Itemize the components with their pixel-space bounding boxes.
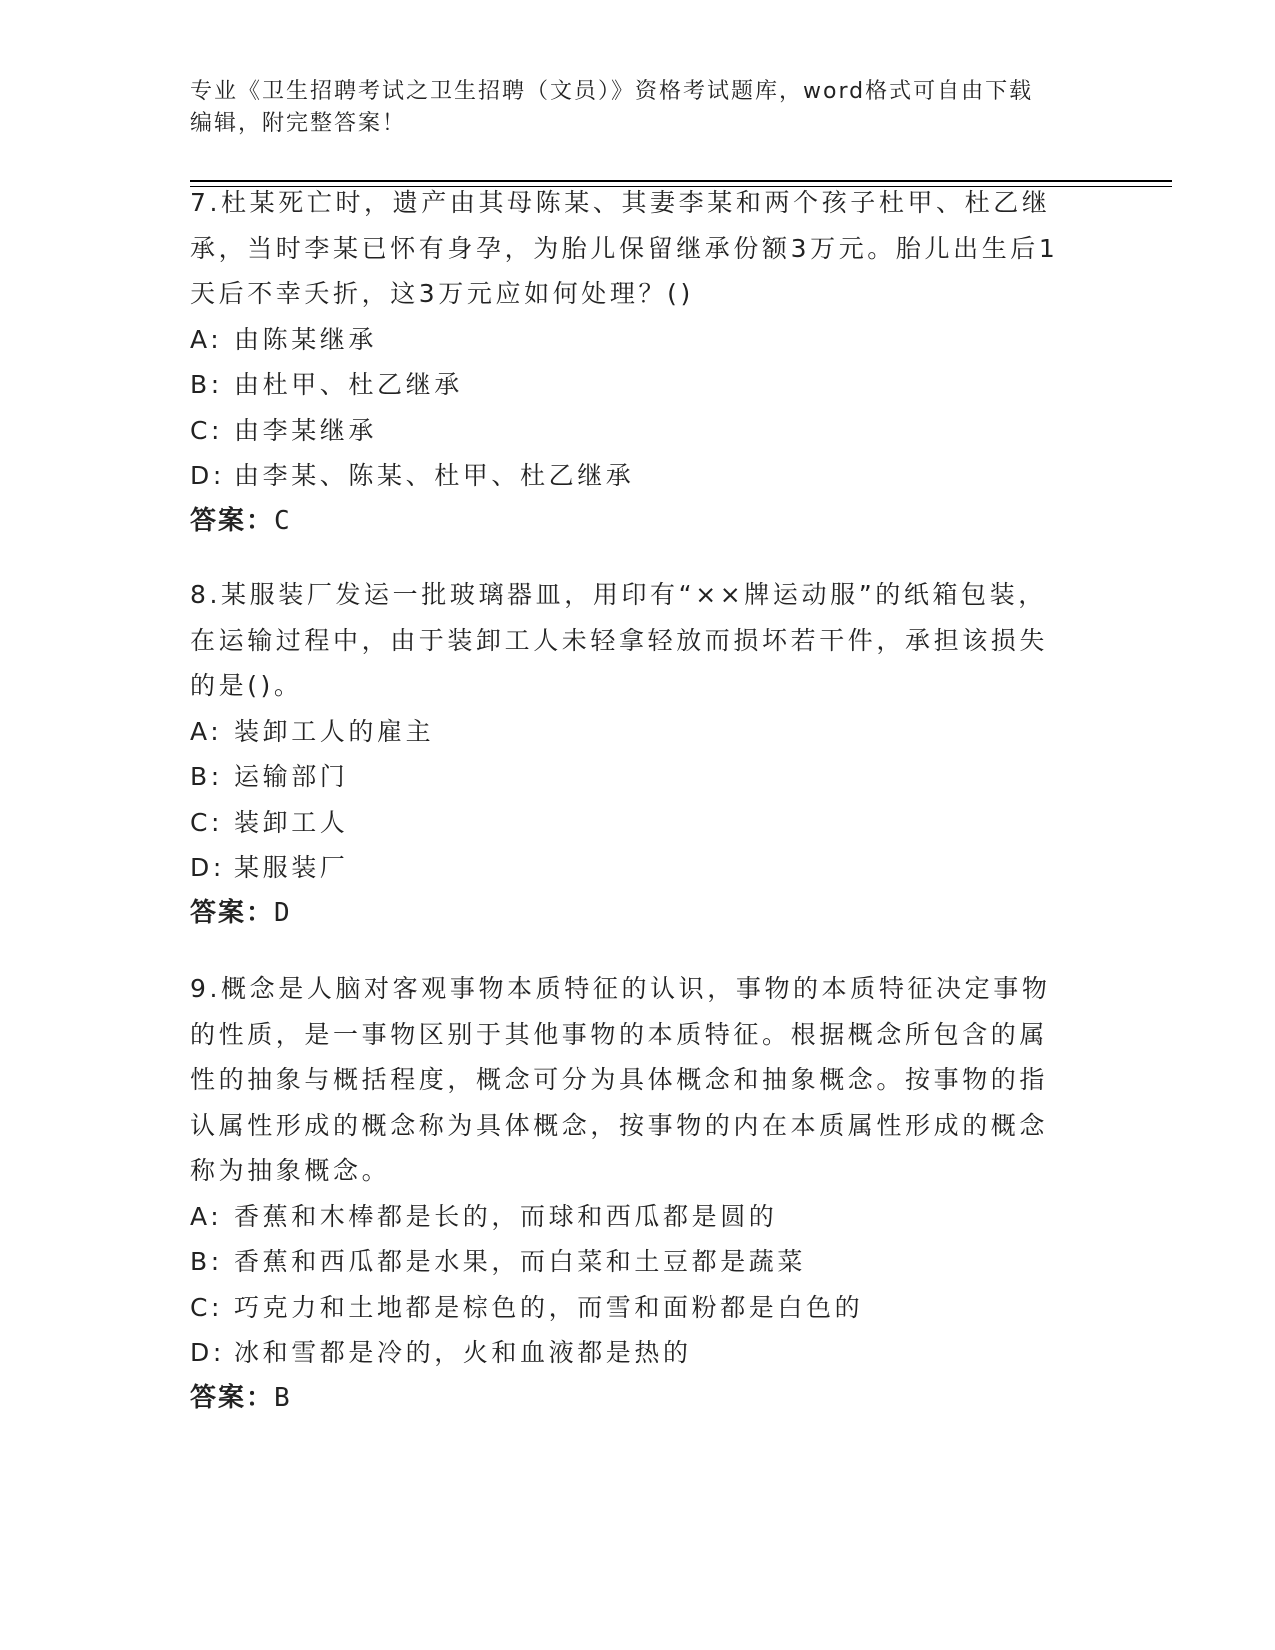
header-line-1: 专业《卫生招聘考试之卫生招聘（文员）》资格考试题库，word格式可自由下载 xyxy=(190,79,1034,104)
question-stem: 8.某服装厂发运一批玻璃器皿，用印有“××牌运动服”的纸箱包装，在运输过程中，由于装卸工人未轻拿轻放而损坏若干件，承担该损失的是()。 xyxy=(190,580,1049,700)
option-letter: B: xyxy=(190,1247,223,1276)
answer-line xyxy=(190,891,1070,937)
option-d xyxy=(190,845,1070,891)
document-header xyxy=(190,76,1090,140)
option-b xyxy=(190,754,1070,800)
option-text: 冰和雪都是冷的，火和血液都是热的 xyxy=(234,1338,692,1367)
option-text: 由陈某继承 xyxy=(234,324,378,354)
answer-label: 答案： xyxy=(190,505,275,536)
answer-line xyxy=(190,499,1070,545)
option-a xyxy=(190,709,1070,755)
option-letter: C: xyxy=(190,807,224,837)
option-text: 由李某继承 xyxy=(234,415,378,445)
option-c xyxy=(190,1285,1070,1331)
option-d xyxy=(190,453,1070,499)
answer-line xyxy=(190,1376,1070,1422)
answer-label: 答案： xyxy=(190,1382,275,1413)
answer-value: D xyxy=(274,897,292,928)
answer-value: C xyxy=(274,505,292,536)
option-letter: D: xyxy=(190,461,225,490)
option-d xyxy=(190,1330,1070,1376)
question-9 xyxy=(190,966,1070,1421)
option-letter: A: xyxy=(190,324,223,354)
option-letter: C: xyxy=(190,415,224,445)
option-letter: B: xyxy=(190,762,223,791)
option-letter: C: xyxy=(190,1292,224,1322)
option-letter: A: xyxy=(190,716,223,746)
option-text: 香蕉和西瓜都是水果，而白菜和土豆都是蔬菜 xyxy=(234,1247,807,1276)
option-c xyxy=(190,800,1070,846)
question-stem: 7.杜某死亡时，遗产由其母陈某、其妻李某和两个孩子杜甲、杜乙继承，当时李某已怀有身孕，为胎儿保留继承份额3万元。胎儿出生后1天后不幸夭折，这3万元应如何处理？() xyxy=(190,188,1059,308)
question-8 xyxy=(190,572,1070,936)
option-text: 某服装厂 xyxy=(234,853,349,882)
option-text: 香蕉和木棒都是长的，而球和西瓜都是圆的 xyxy=(234,1201,778,1231)
answer-label: 答案： xyxy=(190,897,275,928)
option-text: 运输部门 xyxy=(234,762,349,791)
option-text: 巧克力和土地都是棕色的，而雪和面粉都是白色的 xyxy=(234,1292,864,1322)
header-line-2: 编辑，附完整答案！ xyxy=(190,111,407,136)
option-text: 装卸工人的雇主 xyxy=(234,716,435,746)
option-c xyxy=(190,408,1070,454)
question-7 xyxy=(190,180,1070,544)
option-letter: D: xyxy=(190,853,225,882)
option-text: 装卸工人 xyxy=(234,807,349,837)
option-letter: D: xyxy=(190,1338,225,1367)
answer-value: B xyxy=(274,1382,292,1413)
option-text: 由杜甲、杜乙继承 xyxy=(234,370,463,399)
question-stem: 9.概念是人脑对客观事物本质特征的认识，事物的本质特征决定事物的性质，是一事物区别于其他事物的本质特征。根据概念所包含的属性的抽象与概括程度，概念可分为具体概念和抽象概念。按事物的指认属性形成的概念称为具体概念，按事物的内在本质属性形成的概念称为抽象概念。 xyxy=(190,974,1051,1185)
option-a xyxy=(190,1194,1070,1240)
option-a xyxy=(190,317,1070,363)
option-b xyxy=(190,1239,1070,1285)
option-letter: A: xyxy=(190,1201,223,1231)
option-letter: B: xyxy=(190,370,223,399)
option-b xyxy=(190,362,1070,408)
option-text: 由李某、陈某、杜甲、杜乙继承 xyxy=(234,461,635,490)
